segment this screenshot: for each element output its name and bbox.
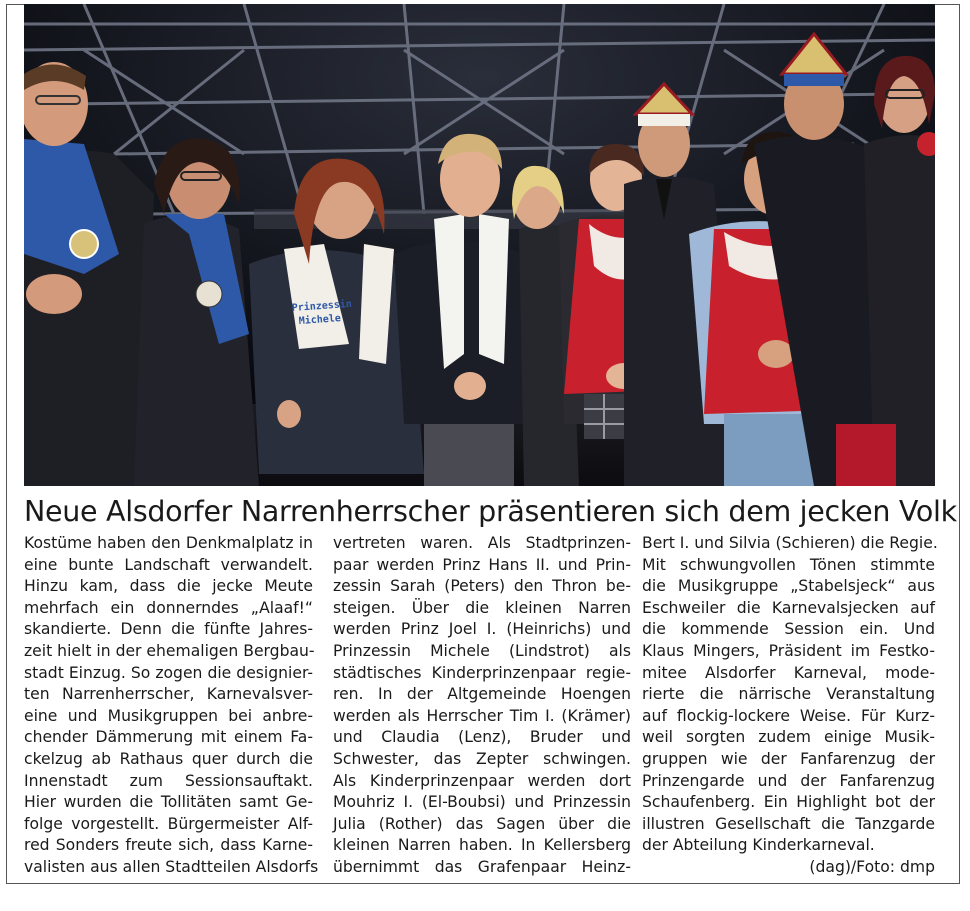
text-line: eine und Musikgruppen bei anbre- [24,706,313,725]
text-line: illustren Gesellschaft die Tanzgarde [642,814,935,833]
text-line: eine bunte Landschaft verwandelt. [24,555,313,574]
text-line: übernimmt das Grafenpaar Heinz- [333,857,631,876]
text-line: paar werden Prinz Hans II. und Prin- [333,555,631,574]
text-line: zeit hielt in der ehemaligen Bergbau- [24,641,315,660]
text-line: stadt Einzug. So zogen die designier- [24,663,313,682]
headline: Neue Alsdorfer Narrenherrscher präsentieren sich dem jecken Volk [24,495,957,528]
text-line: mehrfach ein donnerndes „Alaaf!“ [24,598,313,617]
text-line: Mit schwungvollen Tönen stimmte [642,555,935,574]
text-line: und Claudia (Lenz), Bruder und [333,728,631,747]
text-line: Mouhriz I. (El-Boubsi) und Prinzessin [333,793,631,812]
text-line: Bert I. und Silvia (Schieren) die Regie. [642,534,938,552]
text-line: werden als Herrscher Tim I. (Krämer) [333,706,631,725]
text-line: Innenstadt zum Sessionsauftakt. [24,771,313,790]
column-2 [333,533,631,879]
group-photo-illustration [24,4,935,486]
text-line: Julia (Rother) das Sagen über die [333,814,631,833]
text-line: steigen. Über die kleinen Narren [333,598,631,617]
text-line: Prinzengarde und der Fanfarenzug [642,771,935,790]
text-line: vertreten waren. Als Stadtprinzen- [333,534,631,552]
text-line: kleinen Narren haben. In Kellersberg [333,836,631,855]
text-line: der Abteilung Kinderkarneval. [642,836,875,855]
text-line: zessin Sarah (Peters) den Thron be- [333,577,631,596]
article-body [24,533,938,876]
text-line: die Musikgruppe „Stabelsjeck“ aus [642,577,935,596]
stage-box [836,424,896,486]
text-line: ckelzug ab Rathaus quer durch die [24,749,313,768]
text-line: Schwester, das Zepter schwingen. [333,749,631,768]
text-line: Schaufenberg. Ein Highlight bot der [642,793,935,812]
text-line: Prinzessin Michele (Lindstrot) als [333,641,631,660]
text-line: folge vorgestellt. Bürgermeister Alf- [24,814,313,833]
column-1 [24,533,319,879]
text-line: die kommende Session ein. Und [642,620,935,639]
text-line: rierte die närrische Veranstaltung [642,685,935,704]
text-line: Hier wurden die Tollitäten samt Ge- [24,793,313,812]
text-line: Eschweiler die Karnevalsjecken auf [642,598,935,617]
text-line: red Sonders freute sich, dass Karne- [24,836,313,855]
svg-text:Michele: Michele [298,313,342,327]
text-line: gruppen wie der Fanfarenzug der [642,749,935,768]
text-line: Klaus Mingers, Präsident im Festko- [642,641,935,660]
text-line: ten Narrenherrscher, Karnevalsver- [24,685,313,704]
text-line: Als Kinderprinzenpaar werden dort [333,771,631,790]
column-3 [642,533,938,879]
text-line: werden Prinz Joel I. (Heinrichs) und [333,620,631,639]
text-line: auf flockig-lockere Weise. Für Kurz- [642,706,935,725]
text-line: ren. In der Altgemeinde Hoengen [333,685,631,704]
text-line: weil sorgten zudem einige Musik- [642,728,935,747]
text-line: Hinzu kam, dass die jecke Meute [24,577,313,596]
text-line: mitee Alsdorfer Karneval, mode- [642,663,935,682]
text-line: städtisches Kinderprinzenpaar regie- [333,663,631,682]
text-line: valisten aus allen Stadtteilen Alsdorfs [24,857,319,876]
text-line: skandierte. Denn die fünfte Jahres- [24,620,313,639]
text-line: Kostüme haben den Denkmalplatz in [24,534,313,552]
photo-credit: (dag)/Foto: dmp [809,857,935,876]
text-line: chender Dämmerung mit einem Fa- [24,728,313,747]
svg-text:Prinzessin: Prinzessin [291,298,353,314]
article-photo [24,4,935,486]
